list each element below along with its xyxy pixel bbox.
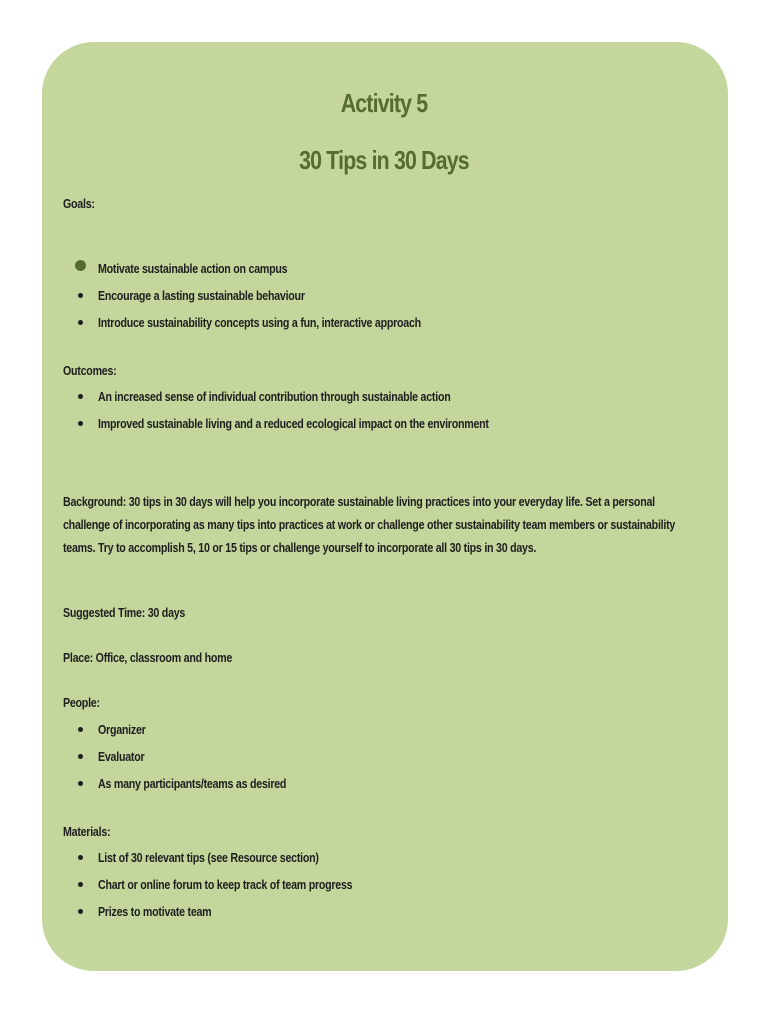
bullet-icon: [78, 754, 83, 759]
outcomes-label: Outcomes:: [63, 363, 117, 378]
activity-name-title: 30 Tips in 30 Days: [299, 145, 469, 175]
place: Place: Office, classroom and home: [63, 650, 233, 665]
activity-number-title: Activity 5: [340, 88, 428, 118]
bullet-icon: [78, 909, 83, 914]
background-paragraph: Background: 30 tips in 30 days will help you incorporate sustainable living practices into your everyday life. Set a personal challenge of incorporating as many tips into practices at work or challenge other sustainability team members or sustainability teams. Try to accomplish 5, 10 or 15 tips or challenge yourself to incorporate all 30 tips in 30 days.: [63, 494, 676, 555]
suggested-time: Suggested Time: 30 days: [63, 605, 186, 620]
bullet-icon: [78, 421, 83, 426]
bullet-icon: [78, 882, 83, 887]
bullet-icon: [78, 781, 83, 786]
bullet-icon: [78, 394, 83, 399]
bullet-icon: [78, 855, 83, 860]
bullet-icon: [78, 727, 83, 732]
bullet-icon: [78, 293, 83, 298]
people-label: People:: [63, 695, 100, 710]
goals-label: Goals:: [63, 196, 95, 211]
materials-label: Materials:: [63, 824, 111, 839]
bullet-icon: [78, 320, 83, 325]
bullet-icon: [75, 260, 86, 271]
